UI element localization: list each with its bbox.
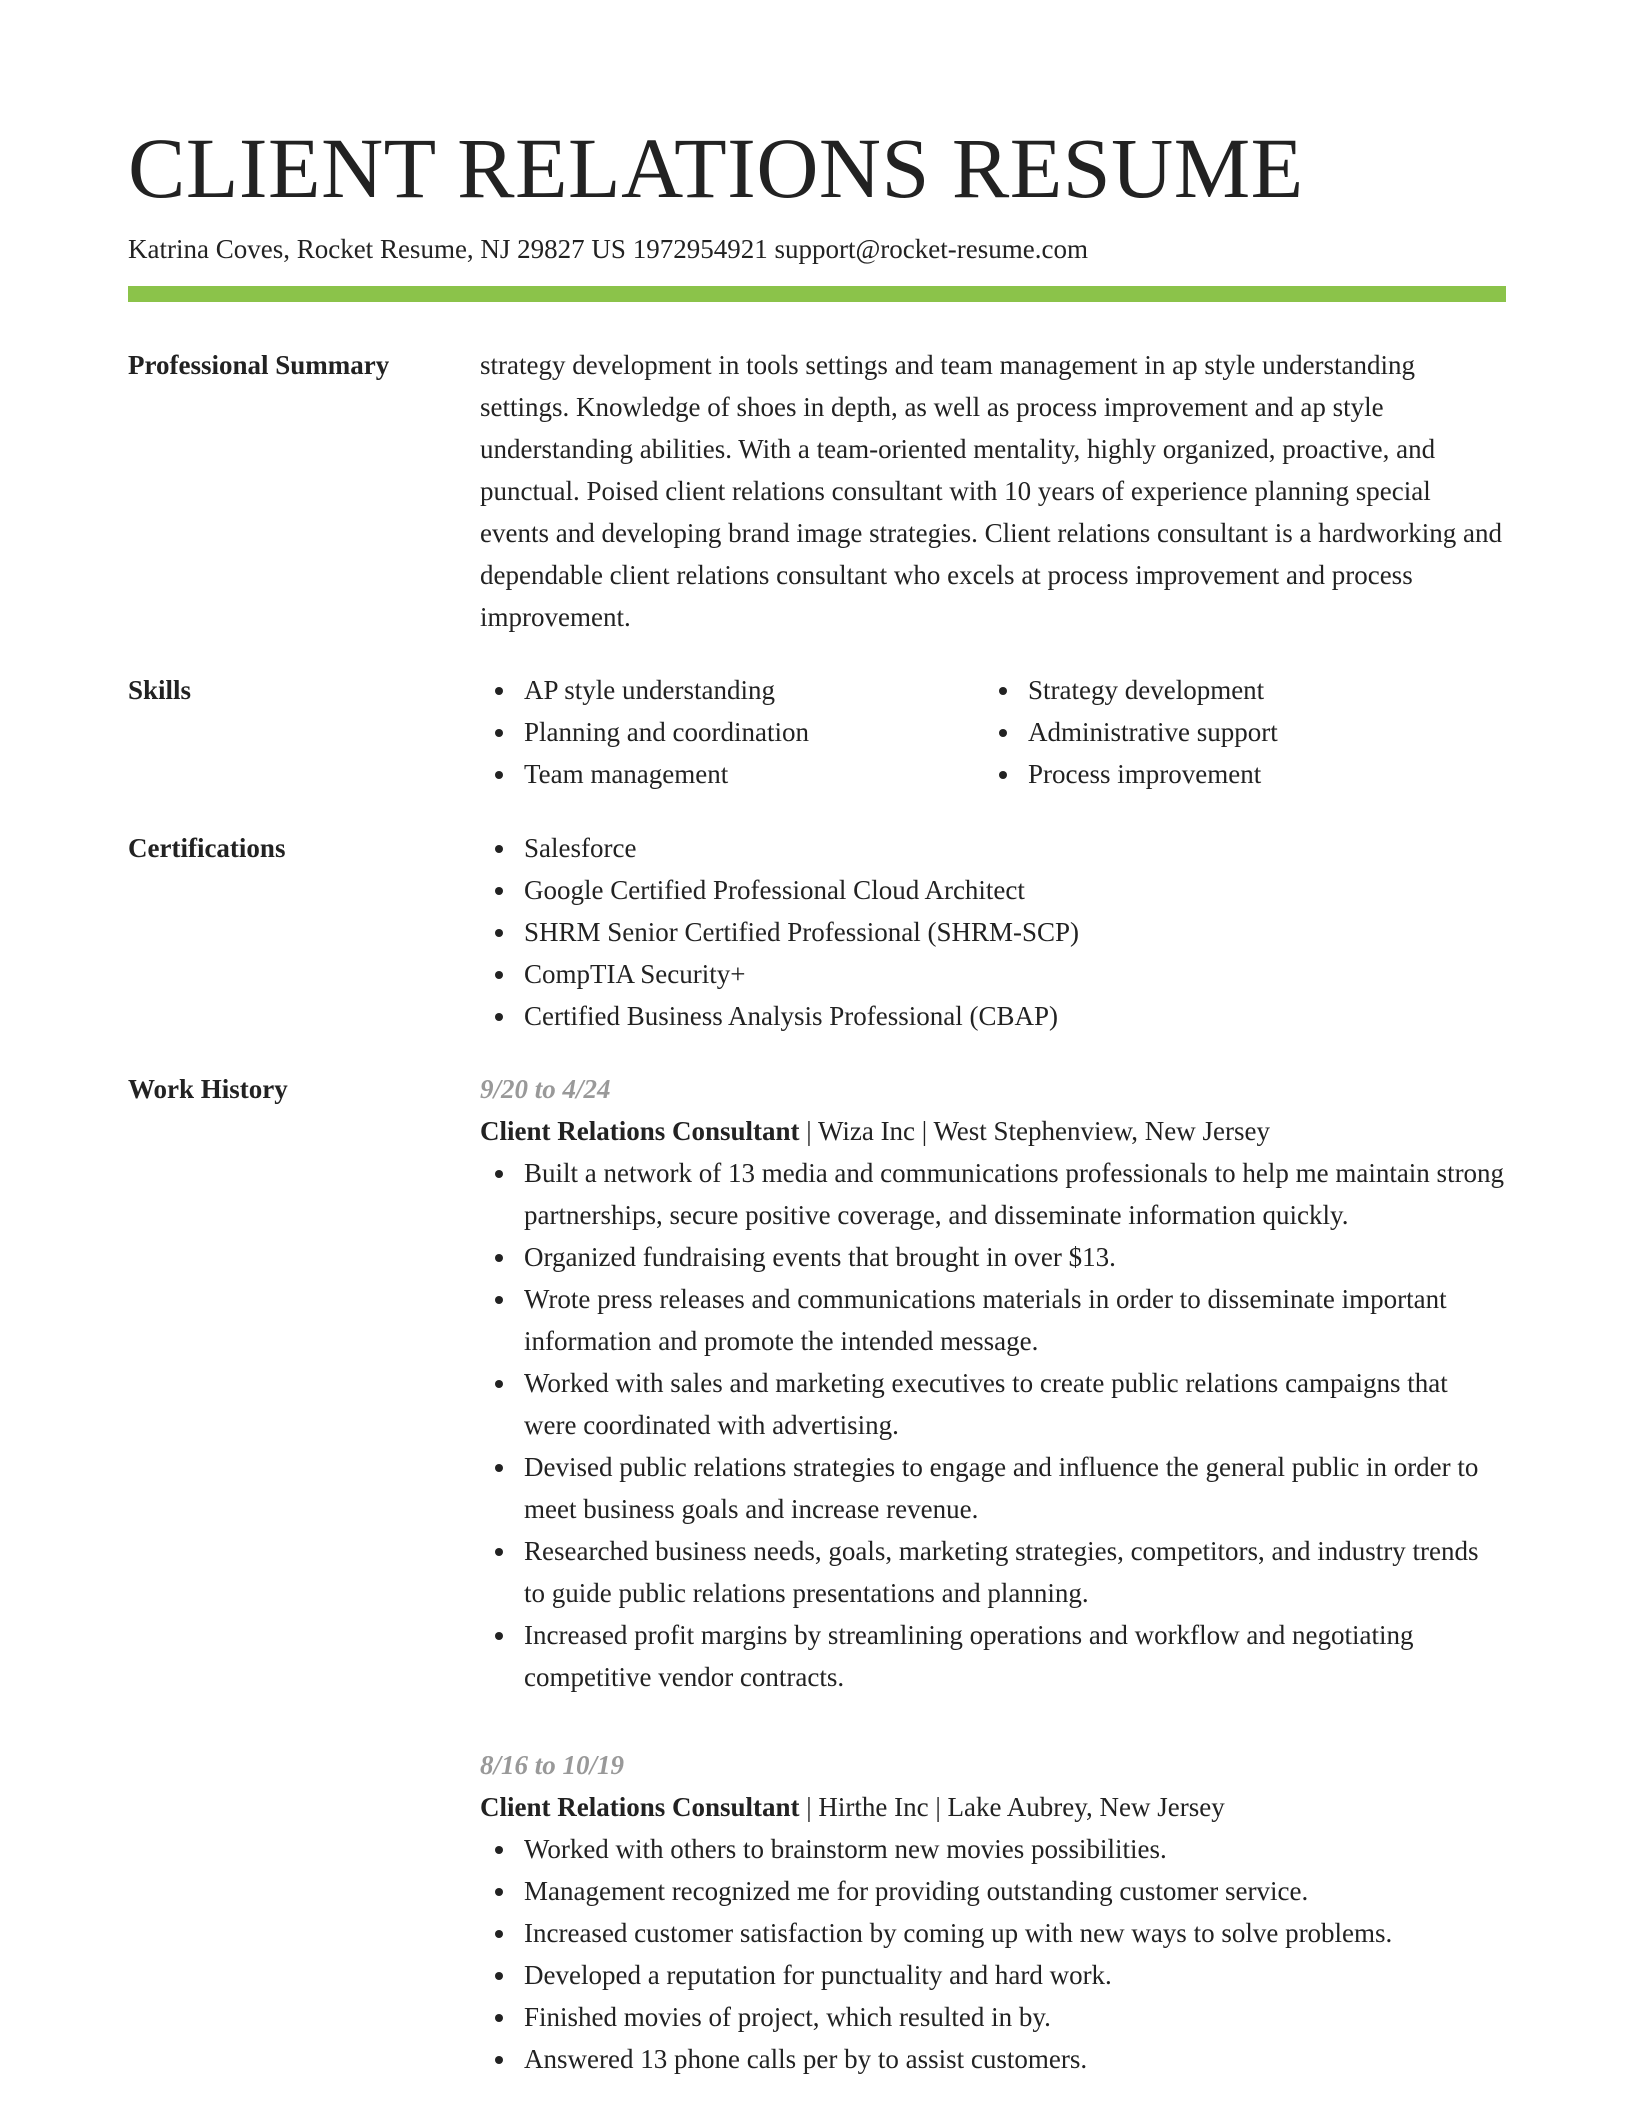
job-bullet: Built a network of 13 media and communications professionals to help me maintain strong partnerships, secure positive coverage, and disseminate information quickly. — [480, 1152, 1506, 1236]
job-bullet: Management recognized me for providing outstanding customer service. — [480, 1870, 1506, 1912]
job-bullet: Researched business needs, goals, marketing strategies, competitors, and industry trends to guide public relations presentations and planning. — [480, 1530, 1506, 1614]
skills-list-right — [984, 669, 1488, 795]
certification-item: Google Certified Professional Cloud Architect — [480, 869, 1506, 911]
job-bullet-list — [480, 1828, 1506, 2080]
skills-body — [480, 669, 1506, 795]
job-bullet: Devised public relations strategies to engage and influence the general public in order to meet business goals and increase revenue. — [480, 1446, 1506, 1530]
skill-item: Administrative support — [984, 711, 1488, 753]
job-bullet: Developed a reputation for punctuality and hard work. — [480, 1954, 1506, 1996]
job-company-location: | Hirthe Inc | Lake Aubrey, New Jersey — [799, 1792, 1225, 1822]
job-role: Client Relations Consultant — [480, 1792, 800, 1822]
resume-title: CLIENT RELATIONS RESUME — [128, 120, 1304, 216]
job-company-location: | Wiza Inc | West Stephenview, New Jersey — [799, 1116, 1270, 1146]
job-bullet-list — [480, 1152, 1506, 1698]
job-heading — [480, 1110, 1506, 1152]
skill-item: Process improvement — [984, 753, 1488, 795]
certifications-list — [480, 827, 1506, 1037]
certification-item: CompTIA Security+ — [480, 953, 1506, 995]
accent-divider — [128, 286, 1506, 302]
job-bullet: Answered 13 phone calls per by to assist customers. — [480, 2038, 1506, 2080]
certification-item: SHRM Senior Certified Professional (SHRM-SCP) — [480, 911, 1506, 953]
job-bullet: Finished movies of project, which resulted in by. — [480, 1996, 1506, 2038]
work-history-label: Work History — [128, 1074, 288, 1104]
job-bullet: Wrote press releases and communications materials in order to disseminate important information and promote the intended message. — [480, 1278, 1506, 1362]
job-entry — [480, 1744, 1506, 2080]
certifications-body — [480, 827, 1506, 1037]
summary-text: strategy development in tools settings and team management in ap style understanding settings. Knowledge of shoes in depth, as well as process improvement and ap style understanding abilities. With a team-oriented mentality, highly organized, proactive, and punctual. Poised client relations consultant with 10 years of experience planning special events and developing brand image strategies. Client relations consultant is a hardworking and dependable client relations consultant who excels at process improvement and process improvement. — [480, 350, 1502, 632]
skill-item: Strategy development — [984, 669, 1488, 711]
job-dates: 8/16 to 10/19 — [480, 1750, 625, 1780]
job-entry — [480, 1068, 1506, 1698]
job-heading — [480, 1786, 1506, 1828]
summary-label: Professional Summary — [128, 350, 390, 380]
job-bullet: Worked with others to brainstorm new movies possibilities. — [480, 1828, 1506, 1870]
certification-item: Salesforce — [480, 827, 1506, 869]
job-bullet: Increased profit margins by streamlining operations and workflow and negotiating competitive vendor contracts. — [480, 1614, 1506, 1698]
certification-item: Certified Business Analysis Professional (CBAP) — [480, 995, 1506, 1037]
skill-item: Planning and coordination — [480, 711, 984, 753]
skills-label: Skills — [128, 675, 192, 705]
job-bullet: Organized fundraising events that brought in over $13. — [480, 1236, 1506, 1278]
contact-line: Katrina Coves, Rocket Resume, NJ 29827 US 1972954921 support@rocket-resume.com — [128, 234, 1088, 264]
certifications-label: Certifications — [128, 833, 286, 863]
skill-item: Team management — [480, 753, 984, 795]
job-dates: 9/20 to 4/24 — [480, 1074, 611, 1104]
job-role: Client Relations Consultant — [480, 1116, 800, 1146]
skills-list-left — [480, 669, 984, 795]
summary-body — [480, 344, 1506, 638]
job-bullet: Increased customer satisfaction by coming up with new ways to solve problems. — [480, 1912, 1506, 1954]
skill-item: AP style understanding — [480, 669, 984, 711]
job-bullet: Worked with sales and marketing executives to create public relations campaigns that were coordinated with advertising. — [480, 1362, 1506, 1446]
